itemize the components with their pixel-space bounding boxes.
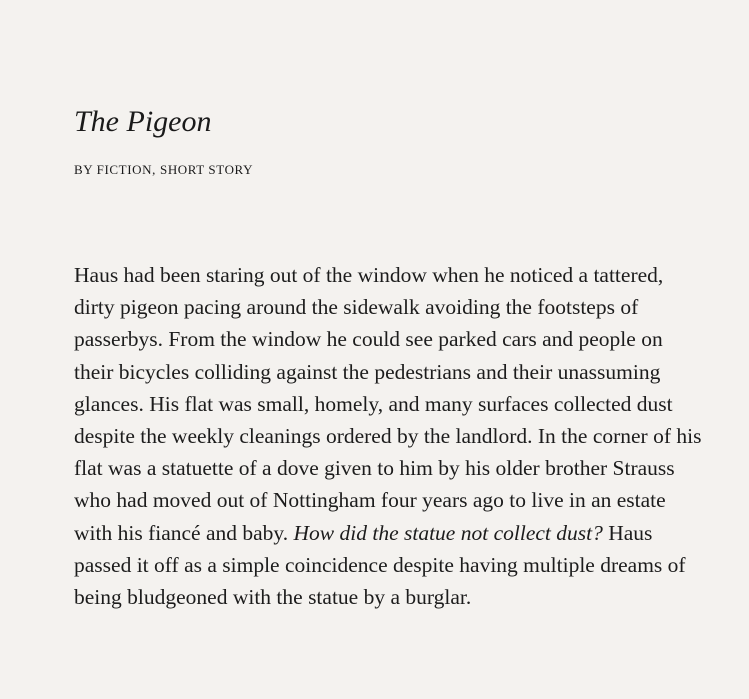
article-byline bbox=[74, 161, 253, 179]
story-text-after: Haus passed it off as a simple coincidence despite having multiple dreams of being bludgeoned with the statue by a burglar. bbox=[74, 520, 686, 610]
story-italic-thought: How did the statue not collect dust? bbox=[293, 520, 603, 545]
byline-category[interactable]: SHORT STORY bbox=[159, 162, 254, 177]
story-paragraph bbox=[74, 259, 704, 613]
byline-prefix: BY bbox=[74, 162, 93, 177]
byline-author[interactable]: FICTION bbox=[96, 162, 153, 177]
story-text-before: Haus had been staring out of the window when he noticed a tattered, dirty pigeon pacing around the sidewalk avoiding the footsteps of passerbys. From the window he could see parked cars and people on their bicycles colliding against the pedestrians and their unassuming glances. His flat was small, homely, and many surfaces collected dust despite the weekly cleanings ordered by the landlord. In the corner of his flat was a statuette of a dove given to him by his older brother Strauss who had moved out of Nottingham four years ago to live in an estate with his fiancé and baby. bbox=[74, 263, 702, 545]
article-title: The Pigeon bbox=[74, 105, 212, 138]
byline-separator: , bbox=[152, 162, 156, 177]
